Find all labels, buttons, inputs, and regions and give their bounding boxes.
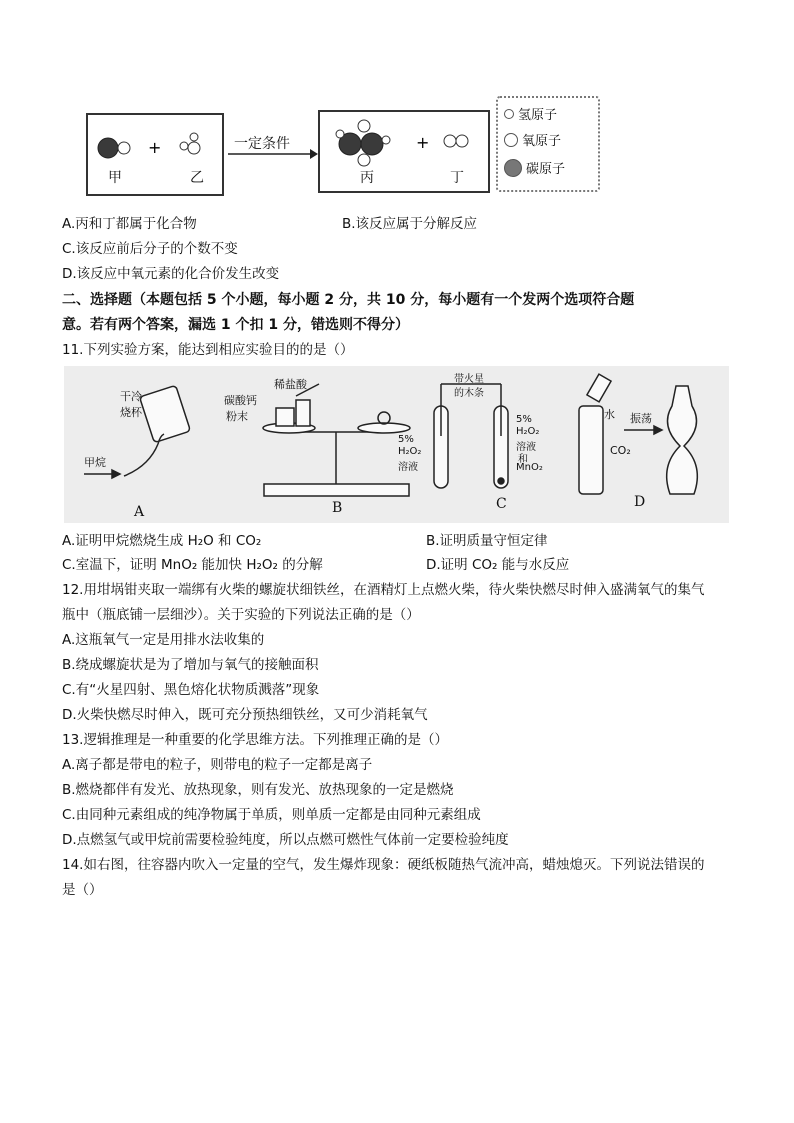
q13-option-d: D.点燃氢气或甲烷前需要检验纯度，所以点燃可燃性气体前一定要检验纯度: [62, 832, 509, 848]
carbon-atom: [98, 138, 118, 158]
legend-label: 氧原子: [522, 134, 562, 149]
svg-text:+: +: [416, 133, 430, 152]
c-text: 带火星: [454, 374, 484, 385]
legend-oxygen: [504, 130, 561, 149]
photo-label-b: B: [332, 500, 343, 516]
photo-label-d: D: [634, 494, 646, 510]
photo-label-a: A: [134, 504, 145, 520]
atom-legend: [496, 96, 600, 192]
c-text: 的木条: [454, 388, 484, 399]
experiment-photo: [64, 366, 729, 523]
reaction-arrow: [226, 148, 318, 160]
a-text: 干冷: [120, 390, 142, 403]
legend-label: 氢原子: [518, 108, 558, 123]
d-text: CO₂: [610, 444, 631, 457]
q14-stem-line2: 是（）: [62, 882, 103, 898]
q10-option-b: B.该反应属于分解反应: [342, 216, 478, 232]
q11-option-b: B.证明质量守恒定律: [426, 533, 548, 549]
carbon-atom: [361, 133, 383, 155]
c-text: MnO₂: [516, 462, 543, 473]
hydrogen-atom: [190, 133, 198, 141]
oxygen-atom: [118, 142, 130, 154]
q11-option-a: A.证明甲烷燃烧生成 H₂O 和 CO₂: [62, 533, 262, 549]
q10-option-d: D.该反应中氧元素的化合价发生改变: [62, 266, 280, 282]
q14-stem-line1: 14.如右图，往容器内吹入一定量的空气，发生爆炸现象：硬纸板随热气流冲高，蜡烛熄灭。下列说法错误的: [62, 857, 705, 873]
q11-option-d: D.证明 CO₂ 能与水反应: [426, 557, 570, 573]
section2-heading-line1: 二、选择题（本题包括 5 个小题，每小题 2 分，共 10 分，每小题有一个发两个选项符合题: [62, 292, 635, 308]
c-text: 和: [518, 454, 528, 465]
reaction-condition: 一定条件: [234, 136, 290, 152]
q11-stem: 11.下列实验方案，能达到相应实验目的的是（）: [62, 342, 354, 358]
q13-stem: 13.逻辑推理是一种重要的化学思维方法。下列推理正确的是（）: [62, 732, 448, 748]
q12-option-b: B.绕成螺旋状是为了增加与氧气的接触面积: [62, 657, 319, 673]
q12-option-c: C.有“火星四射、黑色熔化状物质溅落”现象: [62, 682, 320, 698]
c-text: 5%: [398, 434, 414, 445]
oxygen-atom-icon: [504, 133, 518, 147]
hydrogen-atom-icon: [504, 109, 514, 119]
oxygen-atom: [456, 135, 468, 147]
legend-label: 碳原子: [526, 162, 566, 177]
apparatus-b: [263, 384, 410, 496]
oxygen-atom: [358, 154, 370, 166]
c-text: 5%: [516, 414, 532, 425]
apparatus-d: [579, 374, 697, 494]
reactant1-label: 甲: [108, 170, 122, 186]
oxygen-atom: [444, 135, 456, 147]
product1-label: 丙: [360, 170, 374, 186]
photo-label-c: C: [496, 496, 507, 512]
d-text: 水: [604, 408, 615, 421]
b-text: 稀盐酸: [274, 378, 307, 391]
c-text: H₂O₂: [398, 446, 422, 457]
q12-stem-line2: 瓶中（瓶底铺一层细沙）。关于实验的下列说法正确的是（）: [62, 607, 420, 623]
legend-hydrogen: [504, 104, 557, 123]
c-text: 溶液: [516, 442, 536, 453]
b-text: 粉末: [226, 410, 248, 423]
c-text: 溶液: [398, 462, 418, 473]
hydrogen-atom: [336, 130, 344, 138]
q13-option-c: C.由同种元素组成的纯净物属于单质，则单质一定都是由同种元素组成: [62, 807, 481, 823]
q10-option-c: C.该反应前后分子的个数不变: [62, 241, 238, 257]
a-text: 烧杯: [120, 406, 142, 419]
hydrogen-atom: [382, 136, 390, 144]
q12-option-d: D.火柴快燃尽时伸入，既可充分预热细铁丝，又可少消耗氧气: [62, 707, 428, 723]
oxygen-atom: [358, 120, 370, 132]
d-text: 振荡: [630, 412, 652, 425]
apparatus-c: [434, 384, 508, 488]
q10-option-a: A.丙和丁都属于化合物: [62, 216, 197, 232]
q13-option-b: B.燃烧都伴有发光、放热现象，则有发光、放热现象的一定是燃烧: [62, 782, 454, 798]
hydrogen-atom: [180, 142, 188, 150]
product2-label: 丁: [450, 170, 464, 186]
c-text: H₂O₂: [516, 426, 540, 437]
svg-text:+: +: [148, 138, 162, 157]
legend-carbon: [504, 158, 565, 177]
a-text: 甲烷: [84, 456, 106, 469]
carbon-atom-icon: [504, 159, 522, 177]
q12-option-a: A.这瓶氧气一定是用排水法收集的: [62, 632, 265, 648]
b-text: 碳酸钙: [224, 394, 257, 407]
q11-option-c: C.室温下，证明 MnO₂ 能加快 H₂O₂ 的分解: [62, 557, 323, 573]
q12-stem-line1: 12.用坩埚钳夹取一端绑有火柴的螺旋状细铁丝，在酒精灯上点燃火柴，待火柴快燃尽时伸入盛满氧气的集气: [62, 582, 705, 598]
section2-heading-line2: 意。若有两个答案，漏选 1 个扣 1 分，错选则不得分）: [62, 317, 409, 333]
oxygen-atom: [188, 142, 200, 154]
reactant2-label: 乙: [190, 170, 204, 186]
q13-option-a: A.离子都是带电的粒子，则带电的粒子一定都是离子: [62, 757, 373, 773]
